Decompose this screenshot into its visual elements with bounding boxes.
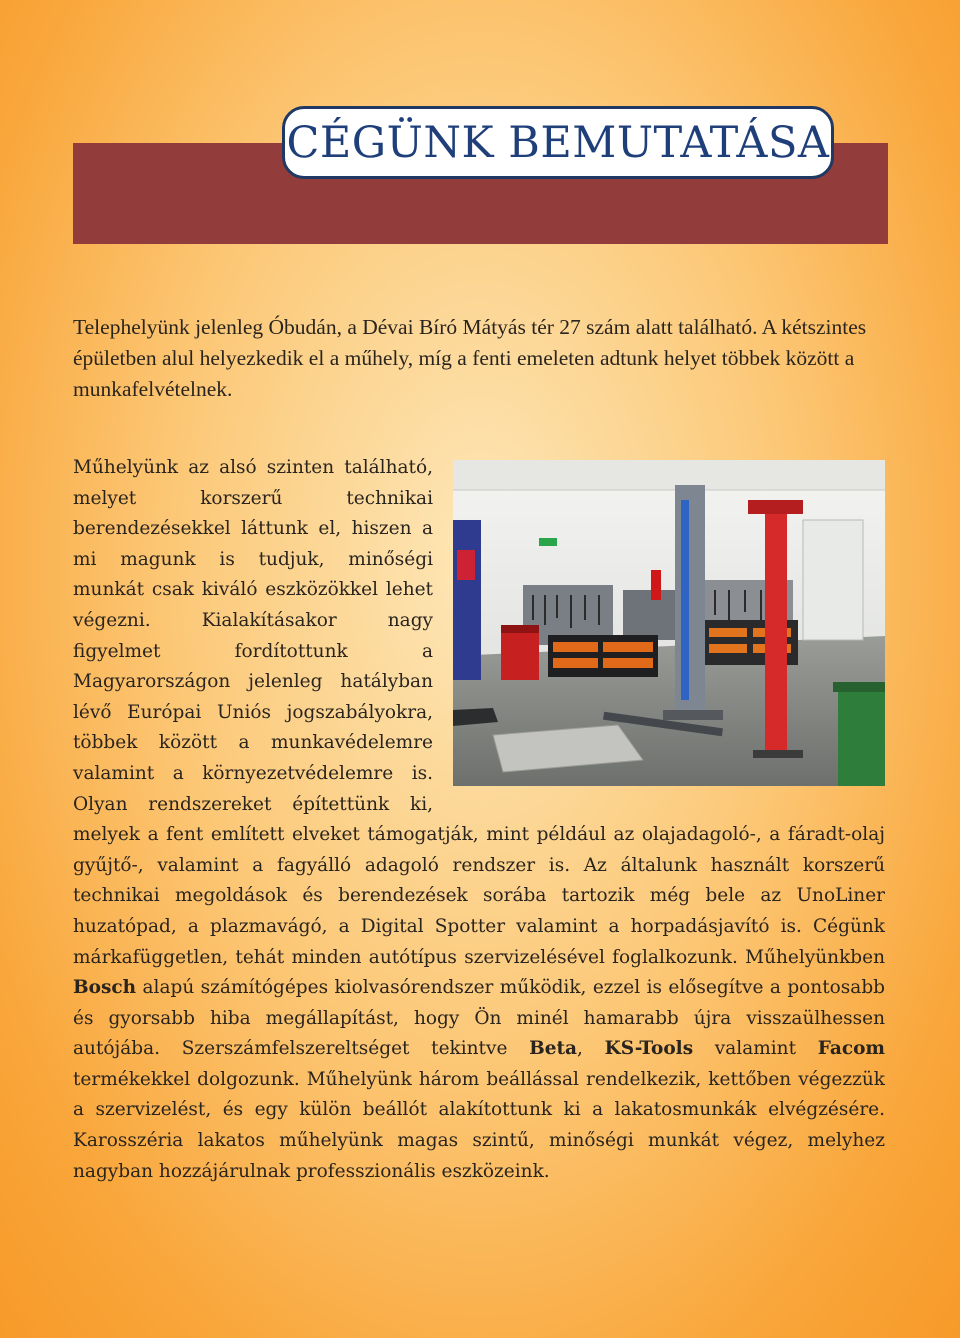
workshop-photo-icon — [453, 460, 885, 786]
title-box — [282, 106, 834, 179]
brand-bosch: Bosch — [73, 977, 137, 999]
body-text-2: alapú számítógépes kiolvasórendszer működik, ezzel is elősegítve a pontosabb és gyorsabb hiba megállapítást, hogy Ön minél hamarabb újra visszaülhessen autójába. Szerszámfelszereltséget tekintve — [73, 977, 885, 1060]
intro-paragraph: Telephelyünk jelenleg Óbudán, a Dévai Bíró Mátyás tér 27 szám alatt található. A kétszintes épületben alul helyezkedik el a műhely, míg a fenti emeleten adtunk helyet többek között a munkafelvételnek. — [73, 315, 867, 401]
body-text-4: valamint — [693, 1038, 818, 1060]
body-text-5: termékekkel dolgozunk. Műhelyünk három beállással rendelkezik, kettőben végezzük a szervizelést, és egy külön beállót alakítottunk ki a lakatosmunkák elvégzésére. Karosszéria lakatos műhelyünk magas szintű, minőségi munkát végez, melyhez nagyban hozzájárulnak professzionális eszközeink. — [73, 1068, 885, 1182]
body-text-1: Műhelyünk az alsó szinten található, melyet korszerű technikai berendezésekkel láttunk el, hiszen a mi magunk is tudjuk, minőségi munkát csak kiváló eszközökkel lehet végezni. Kialakításakor nagy figyelmet fordítottunk a Magyarországon jelenleg hatályban lévő Európai Uniós jogszabályokra, többek között a munkavédelemre valamint a környezetvédelemre is. Olyan rendszereket építettünk ki, melyek a fent említett elveket támogatják, mint például az olajadagoló-, a fáradt-olaj gyűjtő-, valamint a fagyálló adagoló rendszer is. Az általunk használt korszerű technikai megoldások és berendezések sorába tartozik még bele az UnoLiner huzatópad, a plazmavágó, a Digital Spotter valamint a horpadásjavító is. Cégünk márkafüggetlen, tehát minden autótípus szervizelésével foglalkozunk. Műhelyünkben — [73, 457, 885, 968]
workshop-photo — [453, 460, 885, 786]
brand-ks-tools: KS-Tools — [604, 1038, 694, 1060]
brand-facom: Facom — [817, 1038, 886, 1060]
page-title: CÉGÜNK BEMUTATÁSA — [286, 117, 830, 168]
body-text-3: , — [577, 1038, 605, 1060]
workshop-paragraph — [73, 453, 885, 1187]
brand-beta: Beta — [529, 1038, 578, 1060]
